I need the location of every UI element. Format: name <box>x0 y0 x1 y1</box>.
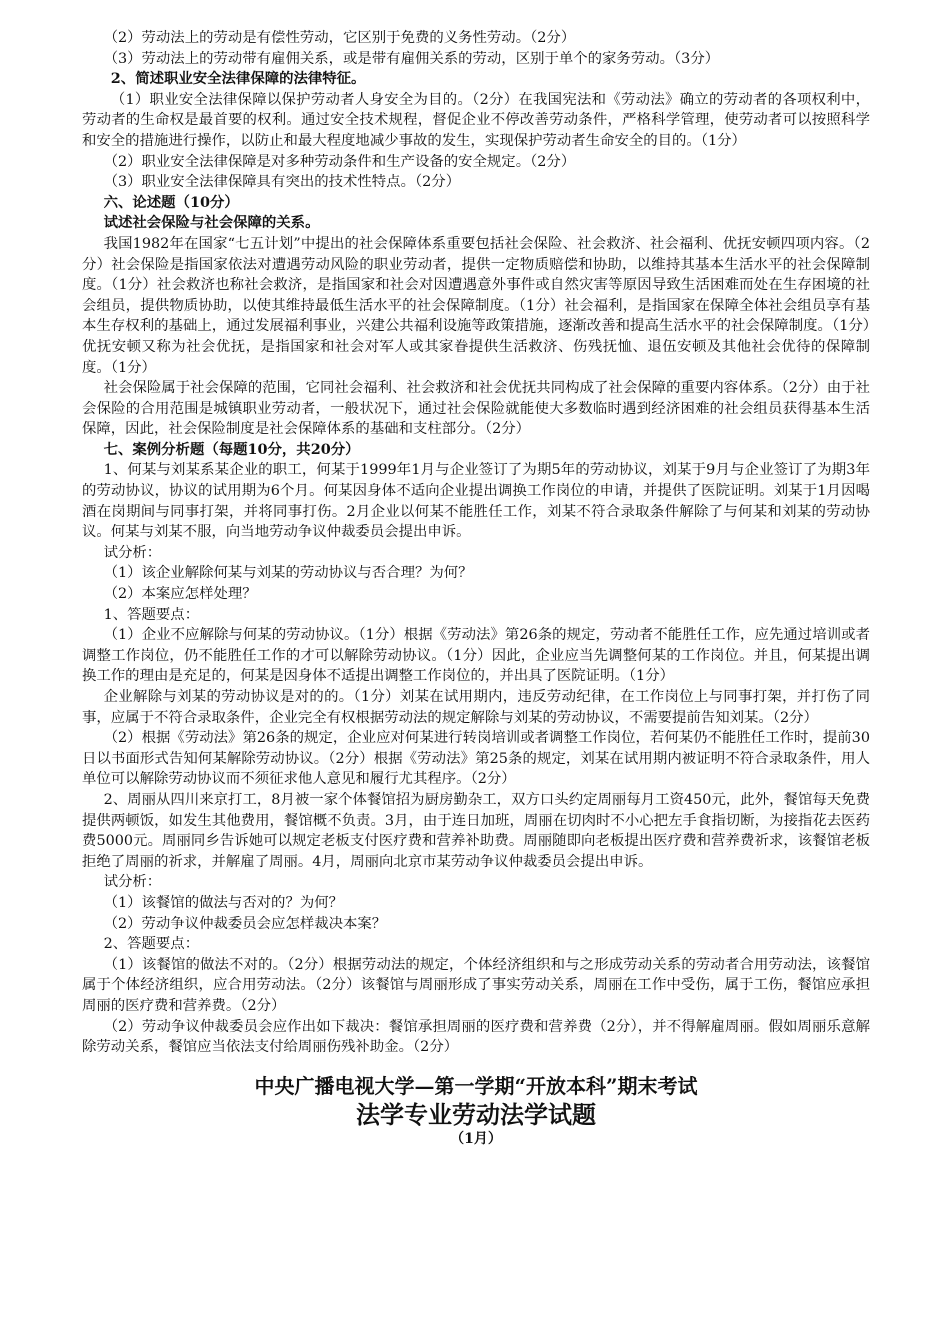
question-heading: 2、简述职业安全法律保障的法律特征。 <box>110 70 366 88</box>
paragraph: （1）该餐馆的做法与否对的？为何？ <box>103 894 344 911</box>
paragraph: （2）劳动争议仲裁委员会应怎样裁决本案？ <box>103 915 387 932</box>
exam-title-block <box>82 1072 870 1148</box>
paragraph: 1、何某与刘某系某企业的职工，何某于1999年1月与企业签订了为期5年的劳动协议，刘某于9月与企业签订了为期3年的劳动协议，协议的试用期为6个月。何某因身体不适向企业提出调换工作岗位的申请，并提供了医院证明。刘某于1月因喝酒在岗期间与同事打架，并将同事打伤。2月企业以何某不能胜任工作，刘某不符合录取条件解除了与何某和刘某的劳动协议。何某与刘某不服，向当地劳动争议仲裁委员会提出申诉。 <box>82 462 870 541</box>
paragraph: （2）根据《劳动法》第26条的规定，企业应对何某进行转岗培训或者调整工作岗位，若何某仍不能胜任工作时，提前30日以书面形式告知何某解除劳动协议。（2分）根据《劳动法》第25条的规定，刘某在试用期内被证明不符合录取条件，用人单位可以解除劳动协议而不须征求他人意见和履行尤其程序。（2分） <box>82 730 870 788</box>
paragraph: 企业解除与刘某的劳动协议是对的的。（1分）刘某在试用期内，违反劳动纪律，在工作岗位上与同事打架，并打伤了同事，应属于不符合录取条件，企业完全有权根据劳动法的规定解除与刘某的劳动协议，不需要提前告知刘某。（2分） <box>82 689 870 726</box>
paragraph: （1）企业不应解除与何某的劳动协议。（1分）根据《劳动法》第26条的规定，劳动者不能胜任工作，应先通过培训或者调整工作岗位，仍不能胜任工作的才可以解除劳动协议。（1分）因此，企业应当先调整何某的工作岗位。并且，何某提出调换工作的理由是充足的，何某是因身体不适提出调整工作岗位的，并出具了医院证明。（1分） <box>82 627 870 685</box>
exam-date: （1月） <box>450 1130 502 1147</box>
paragraph: 试分析： <box>103 874 162 891</box>
section-heading: 七、案例分析题（每题10分，共20分） <box>103 440 360 458</box>
exam-subtitle: 法学专业劳动法学试题 <box>356 1099 596 1129</box>
paragraph: （3）劳动法上的劳动带有雇佣关系，或是带有雇佣关系的劳动，区别于单个的家务劳动。（3分） <box>103 50 720 67</box>
paragraph: （3）职业安全法律保障具有突出的技术性特点。（2分） <box>103 174 461 191</box>
paragraph: （1）职业安全法律保障以保护劳动者人身安全为目的。（2分）在我国宪法和《劳动法》确立的劳动者的各项权利中，劳动者的生命权是最首要的权利。通过安全技术规程，督促企业不停改善劳动条件，严格科学管理，使劳动者可以按照科学和安全的措施进行操作，以防止和最大程度地减少事故的发生，实现保护劳动者生命安全的目的。（1分） <box>82 91 870 149</box>
section-heading: 六、论述题（10分） <box>103 193 239 211</box>
paragraph: 1、答题要点： <box>103 606 200 623</box>
paragraph: （1）该企业解除何某与刘某的劳动协议与否合理？为何？ <box>103 565 473 582</box>
paragraph: （1）该餐馆的做法不对的。（2分）根据劳动法的规定，个体经济组织和与之形成劳动关系的劳动者合用劳动法，该餐馆属于个体经济组织，应合用劳动法。（2分）该餐馆与周丽形成了事实劳动关系，周丽在工作中受伤，属于工伤，餐馆应承担周丽的医疗费和营养费。（2分） <box>82 956 870 1014</box>
paragraph: 试分析： <box>103 544 162 561</box>
paragraph: 2、答题要点： <box>103 936 200 953</box>
paragraph: （2）劳动争议仲裁委员会应作出如下裁决：餐馆承担周丽的医疗费和营养费（2分），并不得解雇周丽。假如周丽乐意解除劳动关系，餐馆应当依法支付给周丽伤残补助金。（2分） <box>82 1018 870 1056</box>
paragraph: 我国1982年在国家“七五计划”中提出的社会保障体系重要包括社会保险、社会救济、社会福利、优抚安顿四项内容。（2分）社会保险是指国家依法对遭遇劳动风险的职业劳动者，提供一定物质赔偿和协助，以维持其基本生活水平的社会保障制度。（1分）社会救济也称社会救济，是指国家和社会对因遭遇意外事件或自然灾害等原因导致生活困难而处在生存困境的社会组员，提供物质协助，以使其维持最低生活水平的社会保障制度。（1分）社会福利，是指国家在保障全体社会组员享有基本生存权利的基础上，通过发展福利事业，兴建公共福利设施等政策措施，逐渐改善和提高生活水平的社会保障制度。（1分）优抚安顿又称为社会优抚，是指国家和社会对军人或其家眷提供生活救济、伤残抚恤、退伍安顿及其他社会优待的保障制度。（1分） <box>82 235 870 376</box>
question-heading: 试述社会保险与社会保障的关系。 <box>103 214 320 232</box>
paragraph: （2）劳动法上的劳动是有偿性劳动，它区别于免费的义务性劳动。（2分） <box>103 30 576 46</box>
paragraph: 社会保险属于社会保障的范围，它同社会福利、社会救济和社会优抚共同构成了社会保障的重要内容体系。（2分）由于社会保险的合用范围是城镇职业劳动者，一般状况下，通过社会保险就能使大多数临时遇到经济困难的社会组员获得基本生活保障，因此，社会保险制度是社会保障体系的基础和支柱部分。（2分） <box>82 380 870 438</box>
paragraph: 2、周丽从四川来京打工，8月被一家个体餐馆招为厨房勤杂工，双方口头约定周丽每月工资450元，此外，餐馆每天免费提供两顿饭，如发生其他费用，餐馆概不负责。3月，由于连日加班，周丽在切肉时不小心把左手食指切断，为接指花去医药费5000元。周丽同乡告诉她可以规定老板支付医疗费和营养补助费。周丽随即向老板提出医疗费和营养费祈求，该餐馆老板拒绝了周丽的祈求，并解雇了周丽。4月，周丽向北京市某劳动争议仲裁委员会提出申诉。 <box>82 791 870 870</box>
exam-title: 中央广播电视大学—第一学期“开放本科”期末考试 <box>254 1073 698 1098</box>
paragraph: （2）本案应怎样处理？ <box>103 586 257 603</box>
paragraph: （2）职业安全法律保障是对多种劳动条件和生产设备的安全规定。（2分） <box>103 153 576 170</box>
